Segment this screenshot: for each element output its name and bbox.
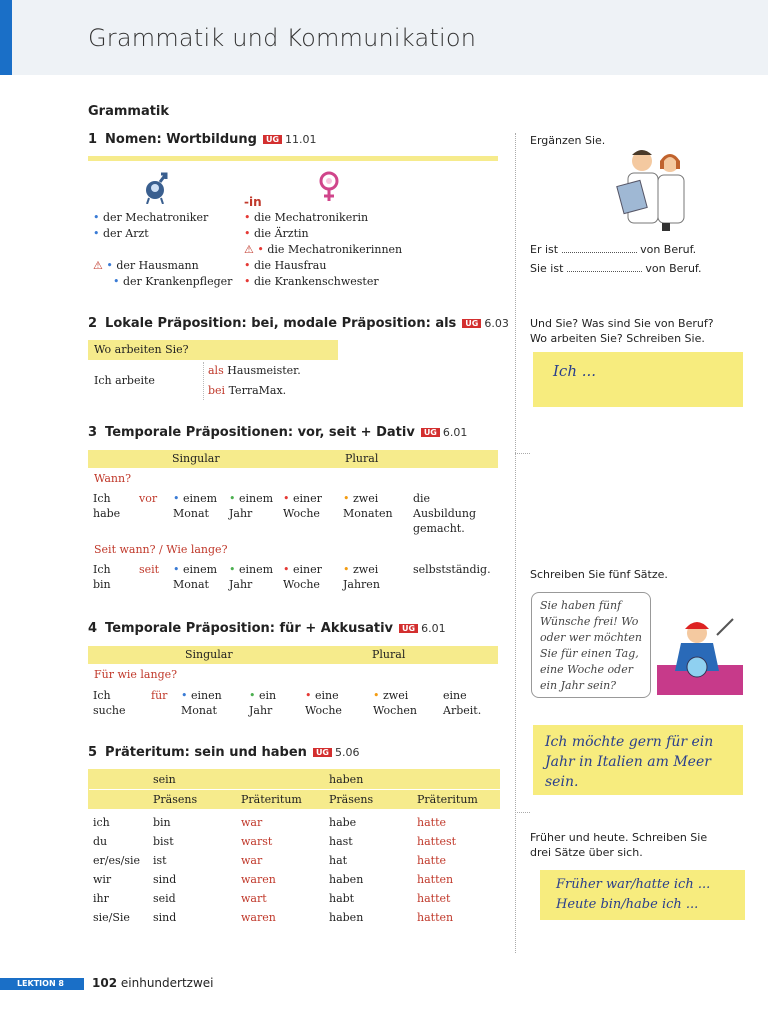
table-row: ich bin war habe hatte [93,816,446,829]
table-header-cell: Präsens [153,793,198,806]
ug-badge: UG [313,748,332,757]
table-header [88,646,498,664]
ug-code: 6.03 [484,317,509,330]
section-number: 3 [88,425,98,440]
warning-icon: ⚠ [244,243,254,256]
question-label: Wo arbeiten Sie? [94,343,189,356]
grammar-label: Grammatik [88,104,170,119]
row-als: als Hausmeister. [208,364,301,377]
table-row: wir sind waren haben hatten [93,873,454,886]
section-title: Temporale Präposition: für + Akkusativ [105,621,394,636]
doctors-illustration [610,143,700,233]
feminine-list [244,210,402,290]
section-title: Nomen: Wortbildung [105,132,257,147]
ug-badge: UG [399,624,418,633]
fuer-table [89,686,499,720]
plural-header: Plural [372,648,406,661]
table-header-cell: Präteritum [241,793,302,806]
section-number: 2 [88,316,98,331]
vor-table [89,489,499,538]
section-2-heading [88,316,509,331]
section-title: Temporale Präpositionen: vor, seit + Dativ [105,425,415,440]
section-number: 5 [88,745,98,760]
plural-header: Plural [345,452,379,465]
subject-cell: Ich arbeite [94,374,155,387]
table-row [89,489,499,538]
section-5-heading [88,745,360,760]
section-3-heading [88,425,467,440]
table-row [89,770,501,790]
ug-code: 6.01 [442,426,468,439]
section-number: 1 [88,132,98,147]
table-row: sie/Sie sind waren haben hatten [93,911,454,924]
table-cell: Ich suche [93,689,126,717]
table-cell: vor [139,492,158,505]
list-item: • die Krankenschwester [244,275,379,288]
ug-code: 11.01 [285,133,317,146]
question-label: Wann? [94,472,131,485]
section-1-rule [88,156,498,161]
table-cell: selbstständig. [413,563,491,576]
table-cell: • einem Monat [173,563,218,591]
praeteritum-table [89,770,501,927]
ug-code: 5.06 [335,746,360,759]
ug-code: 6.01 [421,622,446,635]
task-und-sie: Und Sie? Was sind Sie von Beruf? Wo arbeiten Sie? Schreiben Sie. [530,317,714,345]
list-item: ⚠ • die Mechatronikerinnen [244,243,403,256]
answer-note-1[interactable]: Ich ... [533,352,743,407]
singular-header: Singular [185,648,233,661]
table-cell: eine Arbeit. [443,689,482,717]
table-row [89,686,499,720]
table-cell: für [151,689,168,702]
table-header-cell: Präsens [329,793,374,806]
table-cell: seit [139,563,160,576]
table-row: er/es/sie ist war hat hatte [93,854,446,867]
table-cell: • einer Woche [283,492,322,520]
section-4-heading [88,621,446,636]
ug-badge: UG [263,135,282,144]
table-cell: Ich bin [93,563,111,591]
task-frueher-heute: Früher und heute. Schreiben Sie drei Sätze über sich. [530,831,708,859]
table-header [88,450,498,468]
answer-note-2[interactable]: Ich möchte gern für ein Jahr in Italien am Meer sein. [533,725,743,795]
list-item: • die Mechatronikerin [244,211,369,224]
section-title: Präteritum: sein und haben [105,745,307,760]
table-cell: • einem Jahr [229,563,274,591]
er-ist-line: Er ist von Beruf. [530,243,697,256]
table-header-cell: sein [153,773,176,786]
divider [515,453,530,454]
table-cell: Ich habe [93,492,121,520]
table-header-cell: Präteritum [417,793,478,806]
task-ergaenzen: Ergänzen Sie. [530,134,606,147]
table-cell: • zwei Jahren [343,563,380,591]
answer-blank[interactable] [567,263,642,272]
header-accent [0,0,12,75]
row-bei: bei TerraMax. [208,384,287,397]
singular-header: Singular [172,452,220,465]
male-symbol-icon [143,170,169,204]
table-cell: • zwei Wochen [373,689,418,717]
question-label: Seit wann? / Wie lange? [94,543,228,556]
sidebar-divider [515,133,516,953]
answer-blank[interactable] [562,244,637,253]
table-cell: • eine Woche [305,689,342,717]
fortune-teller-illustration [657,605,743,695]
table-row: du bist warst hast hattest [93,835,457,848]
list-item: • der Krankenpfleger [113,275,233,288]
lektion-tab: LEKTION 8 [0,978,84,990]
table-cell: die Ausbildung gemacht. [413,492,477,535]
table-cell: • ein Jahr [249,689,277,717]
page-number: 102 einhundertzwei [92,976,214,990]
ug-badge: UG [462,319,481,328]
section-1-heading [88,132,317,147]
divider [203,362,204,400]
list-item: • der Arzt [93,227,149,240]
suffix-in: -in [244,195,262,209]
list-item: • die Ärztin [244,227,309,240]
masculine-list [93,210,232,290]
task-fuenf-saetze: Schreiben Sie fünf Sätze. [530,568,668,581]
table-cell: • einen Monat [181,689,222,717]
table-row [89,790,501,810]
question-label: Für wie lange? [94,668,178,681]
table-header-cell: haben [329,773,364,786]
table-row: ihr seid wart habt hattet [93,892,451,905]
sie-ist-line: Sie ist von Beruf. [530,262,702,275]
list-item: ⚠ • der Hausmann [93,259,199,272]
divider [515,812,530,813]
seit-table [89,560,499,594]
answer-note-3[interactable] [540,870,745,920]
table-cell: • einem Monat [173,492,218,520]
note-line: Früher war/hatte ich ... [556,877,711,892]
warning-icon: ⚠ [93,259,103,272]
table-cell: • zwei Monaten [343,492,393,520]
list-item: • der Mechatroniker [93,211,209,224]
female-symbol-icon [316,170,342,204]
section-title: Lokale Präposition: bei, modale Präposition: als [105,316,457,331]
list-item: • die Hausfrau [244,259,327,272]
table-cell: • einem Jahr [229,492,274,520]
page-title: Grammatik und Kommunikation [88,24,477,52]
section-number: 4 [88,621,98,636]
table-row [89,560,499,594]
speech-bubble: Sie haben fünf Wünsche frei! Wo oder wer möchten Sie für einen Tag, eine Woche oder ein Jahr sein? [531,592,651,698]
ug-badge: UG [421,428,440,437]
table-cell: • einer Woche [283,563,322,591]
note-line: Heute bin/habe ich ... [556,897,699,912]
